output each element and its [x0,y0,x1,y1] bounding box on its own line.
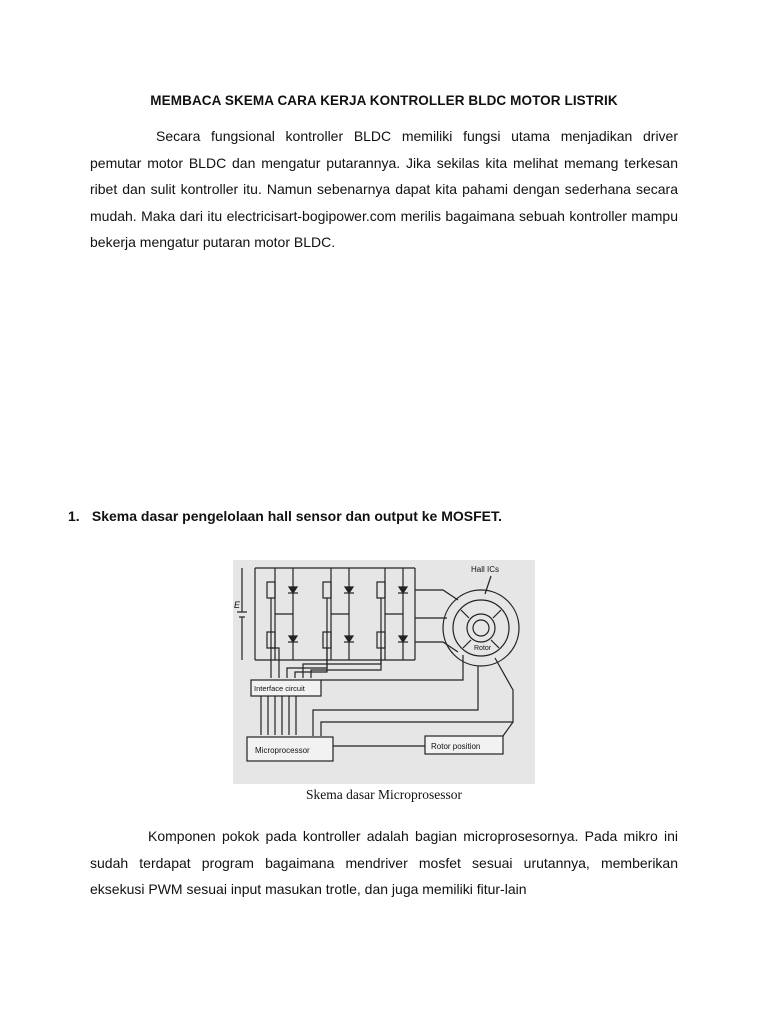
intro-paragraph: Secara fungsional kontroller BLDC memiliki fungsi utama menjadikan driver pemutar motor BLDC dan mengatur putarannya. Jika sekilas kita melihat memang terkesan ribet dan sulit kontroller itu. Namun sebenarnya dapat kita pahami dengan sederhana secara mudah. Maka dari itu electricisart-bogipower.com merilis bagaimana sebuah kontroller mampu bekerja mengatur putaran motor BLDC. [90,128,678,250]
figure-label-hall: Hall ICs [471,565,500,574]
section-heading-text: Skema dasar pengelolaan hall sensor dan output ke MOSFET. [91,508,502,524]
figure-label-micro: Microprocessor [255,746,310,755]
figure-label-e: E [234,600,241,610]
microprocessor-schematic-figure [233,560,535,784]
page-title: MEMBACA SKEMA CARA KERJA KONTROLLER BLDC MOTOR LISTRIK [150,93,618,108]
figure-label-rotor: Rotor [474,645,492,652]
section-number: 1. [68,508,80,524]
figure-label-interface: Interface circuit [254,684,305,693]
figure-label-rotor-position: Rotor position [431,742,481,751]
section-heading [68,508,502,524]
figure-caption: Skema dasar Microprosessor [306,787,462,802]
body-paragraph: Komponen pokok pada kontroller adalah bagian microprosesornya. Pada mikro ini sudah terdapat program bagaimana mendriver mosfet sesuai urutannya, memberikan eksekusi PWM sesuai input masukan trotle, dan juga memiliki fitur-lain [90,828,678,897]
